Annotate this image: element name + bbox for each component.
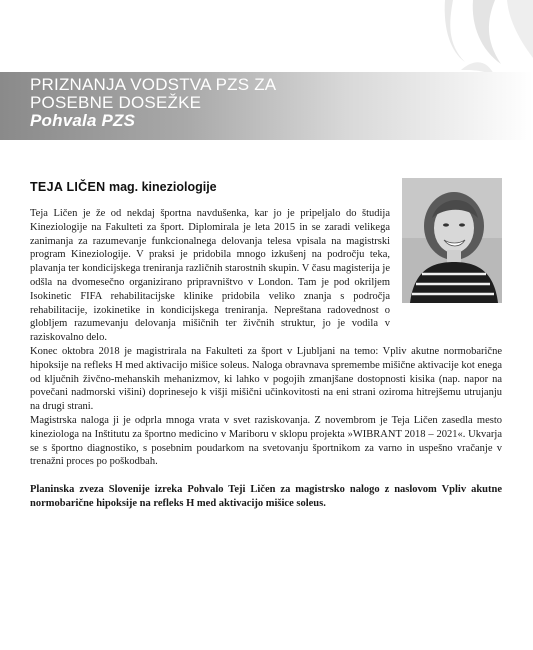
paragraph-3: Magistrska naloga ji je odprla mnoga vrata v svet raziskovanja. Z novembrom je Teja Ličen zasedla mesto kineziologa na Inštitutu za športno medicino v Mariboru v sklopu projekta »WIBRANT 2018 – 2021«. Ukvarja se s športno diagnostiko, s posebnim poudarkom na svetovanju športnikom za varno in uspešno vračanje v trenažni proces po poškodbah. bbox=[30, 414, 502, 468]
header-line-2: POSEBNE DOSEŽKE bbox=[30, 93, 202, 112]
paragraph-1: Teja Ličen je že od nekdaj športna navdušenka, kar jo je pripeljalo do študija Kineziologije na Fakulteti za šport. Diplomirala je leta 2015 in se zaradi velikega zanimanja za razumevanje funkcionalnega delovanja telesa vpisala na magistrski program Kineziologije. V praksi je pridobila mnogo izkušenj na področju teka, plavanja ter kondicijskega treniranja različnih starostnih skupin. V času magisterija je odšla na dvomesečno organizirano pripravništvo v London. Tam je pod okriljem Isokinetic FIFA rehabilitacijske klinike pridobila veliko znanja s področja rehabilitacije, izokinetike in kondicijskega treniranja. Nepreštana radovednost o globljem razumevanju delovanja mišičnih ter živčnih struktur, jo je vodila v raziskovalno delo. bbox=[30, 208, 390, 344]
article-body bbox=[30, 207, 502, 511]
decorative-leaves bbox=[383, 0, 533, 80]
person-heading bbox=[30, 180, 217, 194]
section-header bbox=[0, 72, 533, 140]
closing-statement: Planinska zveza Slovenije izreka Pohvalo Teji Ličen za magistrsko nalogo z naslovom Vpliv akutne normobarične hipoksije na refleks H med aktivacijo mišice soleus. bbox=[30, 483, 502, 509]
paragraph-2: Konec oktobra 2018 je magistrirala na Fakulteti za šport v Ljubljani na temo: Vpliv akutne normobarične hipoksije na refleks H med aktivacijo mišice soleus. Naloga obravnava spremembe mišične aktivacije kot enega od ključnih živčno-mehanskih mehanizmov, ki lahko v pogojih zmanjšane dostopnosti kisika (nap. napor na povečani nadmorski višini) doprinesejo k višji mišični učinkovitosti na eni strani oziroma hitrejšemu utrujanju na drugi strani. bbox=[30, 345, 502, 413]
header-subtitle: Pohvala PZS bbox=[30, 111, 136, 130]
header-line-1: PRIZNANJA VODSTVA PZS ZA bbox=[30, 75, 277, 94]
person-title: mag. kineziologije bbox=[108, 180, 217, 194]
person-name: TEJA LIČEN bbox=[30, 180, 106, 194]
